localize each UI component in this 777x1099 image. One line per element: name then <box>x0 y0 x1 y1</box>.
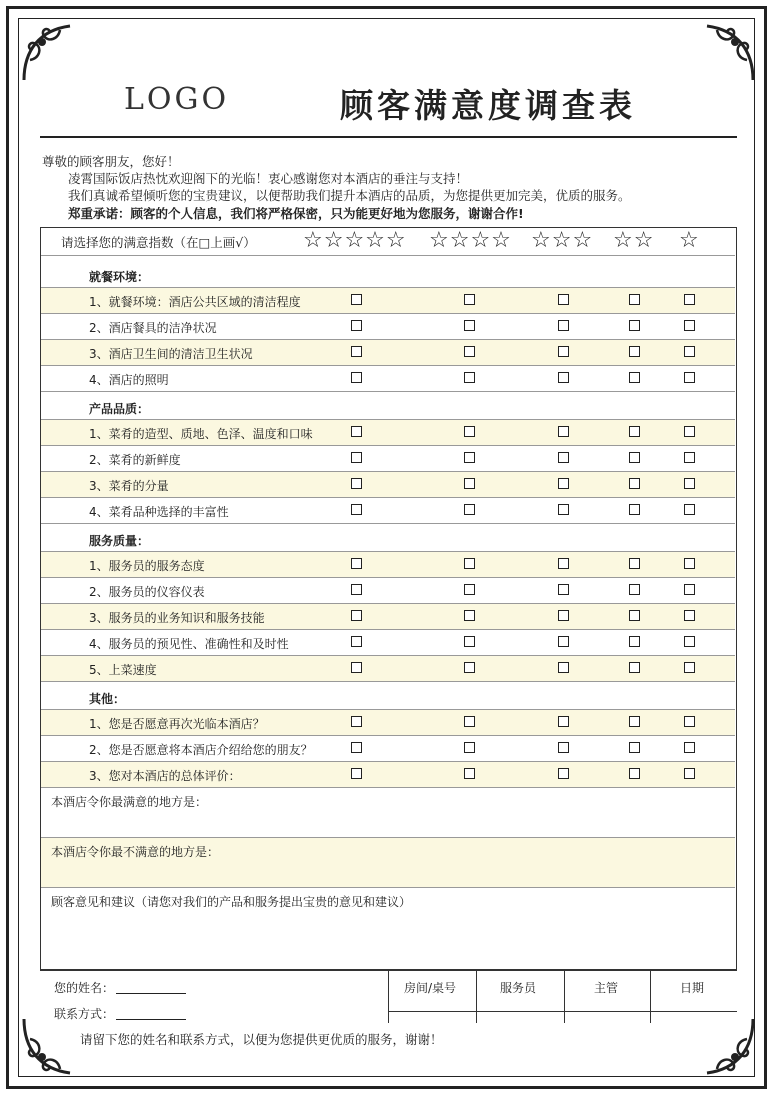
footer-sign-line <box>388 1011 737 1012</box>
rating-3-checkbox[interactable] <box>558 478 569 489</box>
question-label: 2、菜肴的新鲜度 <box>89 453 181 467</box>
corner-ornament-top-left <box>20 20 90 90</box>
question-row <box>41 630 735 656</box>
rating-1-checkbox[interactable] <box>684 478 695 489</box>
footer-divider <box>564 971 565 1023</box>
rating-2-checkbox[interactable] <box>629 504 640 515</box>
rating-3-checkbox[interactable] <box>558 610 569 621</box>
rating-header-row <box>41 228 735 256</box>
question-row <box>41 578 735 604</box>
rating-1-checkbox[interactable] <box>684 610 695 621</box>
question-label: 1、菜肴的造型、质地、色泽、温度和口味 <box>89 427 313 441</box>
question-label: 4、菜肴品种选择的丰富性 <box>89 505 229 519</box>
rating-4-checkbox[interactable] <box>464 478 475 489</box>
rating-5-checkbox[interactable] <box>351 478 362 489</box>
rating-5-checkbox[interactable] <box>351 294 362 305</box>
least-satisfied-field[interactable] <box>41 838 735 888</box>
question-row <box>41 762 735 788</box>
rating-2-checkbox[interactable] <box>629 742 640 753</box>
question-row <box>41 288 735 314</box>
rating-2-checkbox[interactable] <box>629 294 640 305</box>
question-row <box>41 498 735 524</box>
question-row <box>41 366 735 392</box>
rating-1-checkbox[interactable] <box>684 372 695 383</box>
contact-footer <box>40 970 737 1022</box>
rating-4-checkbox[interactable] <box>464 426 475 437</box>
rating-4-checkbox[interactable] <box>464 346 475 357</box>
rating-5-checkbox[interactable] <box>351 558 362 569</box>
question-row <box>41 340 735 366</box>
question-row <box>41 710 735 736</box>
rating-4-checkbox[interactable] <box>464 294 475 305</box>
rating-3-checkbox[interactable] <box>558 426 569 437</box>
rating-4-checkbox[interactable] <box>464 636 475 647</box>
rating-4-checkbox[interactable] <box>464 716 475 727</box>
waiter-label: 服务员 <box>500 981 537 995</box>
two-stars-icon: ☆☆ <box>613 228 655 253</box>
rating-4-checkbox[interactable] <box>464 768 475 779</box>
section-title: 其他： <box>89 692 126 706</box>
question-label: 1、就餐环境：酒店公共区域的清洁程度 <box>89 295 301 309</box>
question-row <box>41 656 735 682</box>
rating-5-checkbox[interactable] <box>351 504 362 515</box>
rating-2-checkbox[interactable] <box>629 610 640 621</box>
rating-4-checkbox[interactable] <box>464 742 475 753</box>
rating-2-checkbox[interactable] <box>629 584 640 595</box>
rating-3-checkbox[interactable] <box>558 372 569 383</box>
contact-underline <box>116 1019 186 1020</box>
rating-5-checkbox[interactable] <box>351 768 362 779</box>
question-label: 4、服务员的预见性、准确性和及时性 <box>89 637 289 651</box>
section-header-other <box>41 684 735 710</box>
question-row <box>41 736 735 762</box>
name-label: 您的姓名： <box>54 981 115 995</box>
rating-1-checkbox[interactable] <box>684 452 695 463</box>
footer-divider <box>476 971 477 1023</box>
rating-3-checkbox[interactable] <box>558 768 569 779</box>
question-label: 2、您是否愿意将本酒店介绍给您的朋友？ <box>89 743 313 757</box>
rating-3-checkbox[interactable] <box>558 584 569 595</box>
question-label: 1、服务员的服务态度 <box>89 559 205 573</box>
rating-5-checkbox[interactable] <box>351 426 362 437</box>
rating-2-checkbox[interactable] <box>629 662 640 673</box>
question-label: 4、酒店的照明 <box>89 373 169 387</box>
page-title: 顾客满意度调查表 <box>340 86 636 125</box>
rating-3-checkbox[interactable] <box>558 636 569 647</box>
section-header-product-quality <box>41 394 735 420</box>
rating-5-checkbox[interactable] <box>351 452 362 463</box>
logo-placeholder: LOGO <box>124 82 230 117</box>
footer-divider <box>388 971 389 1023</box>
rating-3-checkbox[interactable] <box>558 558 569 569</box>
rating-3-checkbox[interactable] <box>558 742 569 753</box>
rating-1-checkbox[interactable] <box>684 346 695 357</box>
rating-1-checkbox[interactable] <box>684 716 695 727</box>
rating-3-checkbox[interactable] <box>558 662 569 673</box>
name-underline <box>116 993 186 994</box>
rating-3-checkbox[interactable] <box>558 294 569 305</box>
section-header-service-quality <box>41 526 735 552</box>
rating-2-checkbox[interactable] <box>629 372 640 383</box>
suggestions-field[interactable] <box>41 888 735 968</box>
footer-divider <box>650 971 651 1023</box>
rating-4-checkbox[interactable] <box>464 504 475 515</box>
question-row <box>41 314 735 340</box>
intro-line-1: 凌霄国际饭店热忱欢迎阁下的光临！衷心感谢您对本酒店的垂注与支持！ <box>68 171 469 186</box>
rating-2-checkbox[interactable] <box>629 478 640 489</box>
rating-4-checkbox[interactable] <box>464 452 475 463</box>
most-satisfied-label: 本酒店令你最满意的地方是： <box>51 795 208 809</box>
intro-line-2: 我们真诚希望倾听您的宝贵建议，以便帮助我们提升本酒店的品质，为您提供更加完美，优质的服务。 <box>68 188 631 203</box>
section-header-dining-environment <box>41 262 735 288</box>
question-label: 3、酒店卫生间的清洁卫生状况 <box>89 347 253 361</box>
rating-5-checkbox[interactable] <box>351 610 362 621</box>
rating-3-checkbox[interactable] <box>558 346 569 357</box>
rating-instruction: 请选择您的满意指数（在□上画√） <box>61 235 256 250</box>
contact-field[interactable] <box>54 1005 186 1022</box>
intro-greeting: 尊敬的顾客朋友，您好！ <box>42 154 180 169</box>
question-row <box>41 472 735 498</box>
rating-1-checkbox[interactable] <box>684 558 695 569</box>
rating-5-checkbox[interactable] <box>351 716 362 727</box>
rating-2-checkbox[interactable] <box>629 426 640 437</box>
three-stars-icon: ☆☆☆ <box>531 228 594 253</box>
least-satisfied-label: 本酒店令你最不满意的地方是： <box>51 845 220 859</box>
closing-note: 请留下您的姓名和联系方式，以便为您提供更优质的服务，谢谢！ <box>80 1032 443 1047</box>
question-row <box>41 446 735 472</box>
rating-3-checkbox[interactable] <box>558 452 569 463</box>
privacy-promise: 郑重承诺：顾客的个人信息，我们将严格保密，只为能更好地为您服务，谢谢合作! <box>68 206 524 221</box>
corner-ornament-top-right <box>687 20 757 90</box>
suggestions-label: 顾客意见和建议（请您对我们的产品和服务提出宝贵的意见和建议） <box>51 895 412 909</box>
rating-3-checkbox[interactable] <box>558 320 569 331</box>
rating-5-checkbox[interactable] <box>351 584 362 595</box>
rating-4-checkbox[interactable] <box>464 558 475 569</box>
question-row <box>41 420 735 446</box>
question-row <box>41 552 735 578</box>
rating-4-checkbox[interactable] <box>464 584 475 595</box>
one-star-icon: ☆ <box>679 228 700 253</box>
five-stars-icon: ☆☆☆☆☆ <box>303 228 407 253</box>
rating-1-checkbox[interactable] <box>684 426 695 437</box>
rating-5-checkbox[interactable] <box>351 320 362 331</box>
rating-3-checkbox[interactable] <box>558 716 569 727</box>
title-divider <box>40 136 737 138</box>
rating-2-checkbox[interactable] <box>629 768 640 779</box>
contact-label: 联系方式： <box>54 1007 115 1021</box>
rating-4-checkbox[interactable] <box>464 610 475 621</box>
question-label: 3、您对本酒店的总体评价： <box>89 769 241 783</box>
question-label: 3、菜肴的分量 <box>89 479 169 493</box>
four-stars-icon: ☆☆☆☆ <box>429 228 512 253</box>
rating-1-checkbox[interactable] <box>684 742 695 753</box>
rating-5-checkbox[interactable] <box>351 662 362 673</box>
room-table-label: 房间/桌号 <box>404 981 457 995</box>
rating-1-checkbox[interactable] <box>684 662 695 673</box>
question-label: 2、酒店餐具的洁净状况 <box>89 321 217 335</box>
question-label: 3、服务员的业务知识和服务技能 <box>89 611 265 625</box>
question-row <box>41 604 735 630</box>
rating-3-checkbox[interactable] <box>558 504 569 515</box>
rating-4-checkbox[interactable] <box>464 662 475 673</box>
rating-2-checkbox[interactable] <box>629 716 640 727</box>
rating-2-checkbox[interactable] <box>629 452 640 463</box>
rating-1-checkbox[interactable] <box>684 294 695 305</box>
rating-1-checkbox[interactable] <box>684 504 695 515</box>
section-title: 服务质量： <box>89 534 150 548</box>
rating-5-checkbox[interactable] <box>351 372 362 383</box>
rating-1-checkbox[interactable] <box>684 768 695 779</box>
question-label: 1、您是否愿意再次光临本酒店？ <box>89 717 265 731</box>
rating-1-checkbox[interactable] <box>684 584 695 595</box>
name-field[interactable] <box>54 979 186 996</box>
rating-2-checkbox[interactable] <box>629 346 640 357</box>
rating-4-checkbox[interactable] <box>464 320 475 331</box>
supervisor-label: 主管 <box>594 981 619 995</box>
rating-1-checkbox[interactable] <box>684 320 695 331</box>
section-title: 产品品质： <box>89 402 150 416</box>
rating-5-checkbox[interactable] <box>351 346 362 357</box>
rating-4-checkbox[interactable] <box>464 372 475 383</box>
date-label: 日期 <box>680 981 705 995</box>
question-label: 2、服务员的仪容仪表 <box>89 585 205 599</box>
question-label: 5、上菜速度 <box>89 663 157 677</box>
rating-2-checkbox[interactable] <box>629 320 640 331</box>
rating-5-checkbox[interactable] <box>351 742 362 753</box>
rating-5-checkbox[interactable] <box>351 636 362 647</box>
most-satisfied-field[interactable] <box>41 788 735 838</box>
rating-2-checkbox[interactable] <box>629 636 640 647</box>
rating-1-checkbox[interactable] <box>684 636 695 647</box>
rating-2-checkbox[interactable] <box>629 558 640 569</box>
survey-table <box>40 227 737 970</box>
section-title: 就餐环境： <box>89 270 150 284</box>
